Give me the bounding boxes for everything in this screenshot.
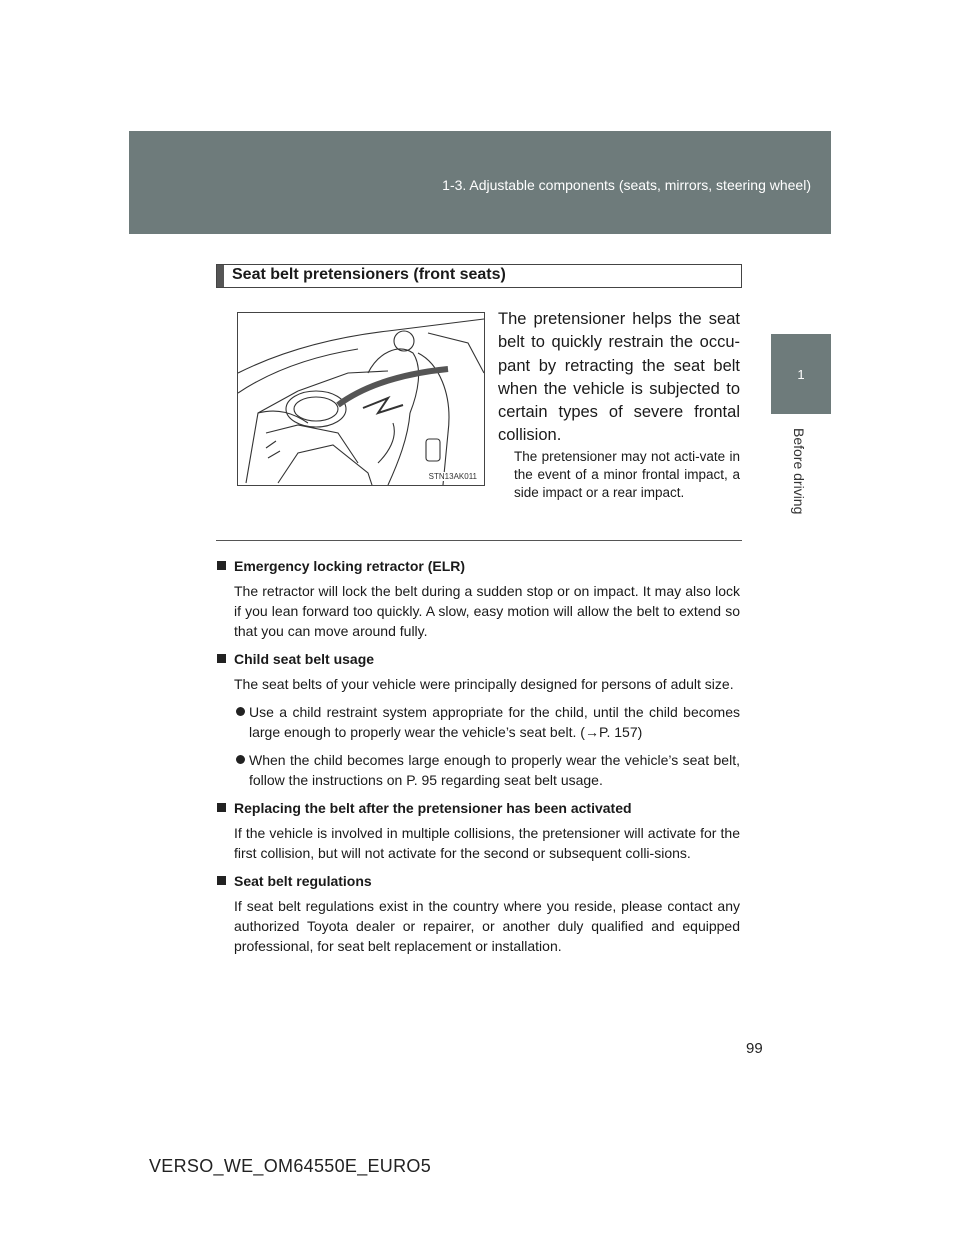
intro-paragraph: The pretensioner helps the seat belt to quickly restrain the occu-pant by retracting the seat belt when the vehicle is subjected to certain types of severe frontal collision. [498,310,740,445]
sub-bullet: When the child becomes large enough to properly wear the vehicle’s seat belt, follow the instructions on P. 95 regarding seat belt usage. [216,750,740,790]
chapter-label [793,428,807,528]
header-band [129,131,831,234]
item-title: Child seat belt usage [216,649,740,669]
section-title: Seat belt pretensioners (front seats) [232,266,506,283]
item-title: Emergency locking retractor (ELR) [216,556,740,576]
item-body: If seat belt regulations exist in the country where you reside, please contact any authorized Toyota dealer or repairer, or another duly qualified and equipped professional, for seat belt replacement or installation. [234,898,740,954]
chapter-label-text: Before driving [791,428,807,515]
list-item [216,871,740,956]
header-title: 1-3. Adjustable components (seats, mirrors, steering wheel) [442,177,811,193]
figure-code: STN13AK011 [428,472,477,481]
section-divider [216,540,742,541]
item-body: The retractor will lock the belt during a sudden stop or on impact. It may also lock if you lean forward too quickly. A slow, easy motion will allow the belt to extend so that you can move around fully. [234,583,740,639]
item-body: If the vehicle is involved in multiple collisions, the pretensioner will activate for the first collision, but will not activate for the second or subsequent colli-sions. [234,825,740,861]
pretensioner-figure [237,312,485,486]
intro-note: The pretensioner may not acti-vate in the event of a minor frontal impact, a side impact or a rear impact. [514,449,740,500]
section-heading-box [216,264,742,288]
list-item [216,798,740,863]
chapter-tab [771,334,831,414]
list-item [216,649,740,790]
list-item [216,556,740,641]
seat-belt-pretensioner-illustration-icon [238,313,484,485]
content-list [216,556,740,964]
item-title: Replacing the belt after the pretensioner has been activated [216,798,740,818]
chapter-number: 1 [797,366,805,382]
sub-bullet: Use a child restraint system appropriate for the child, until the child becomes large enough to properly wear the vehicle’s seat belt. (→P. 157) [216,702,740,742]
page-number: 99 [746,1040,763,1057]
item-title: Seat belt regulations [216,871,740,891]
footer-code: VERSO_WE_OM64550E_EURO5 [149,1156,432,1176]
item-body: The seat belts of your vehicle were principally designed for persons of adult size. [234,676,734,692]
